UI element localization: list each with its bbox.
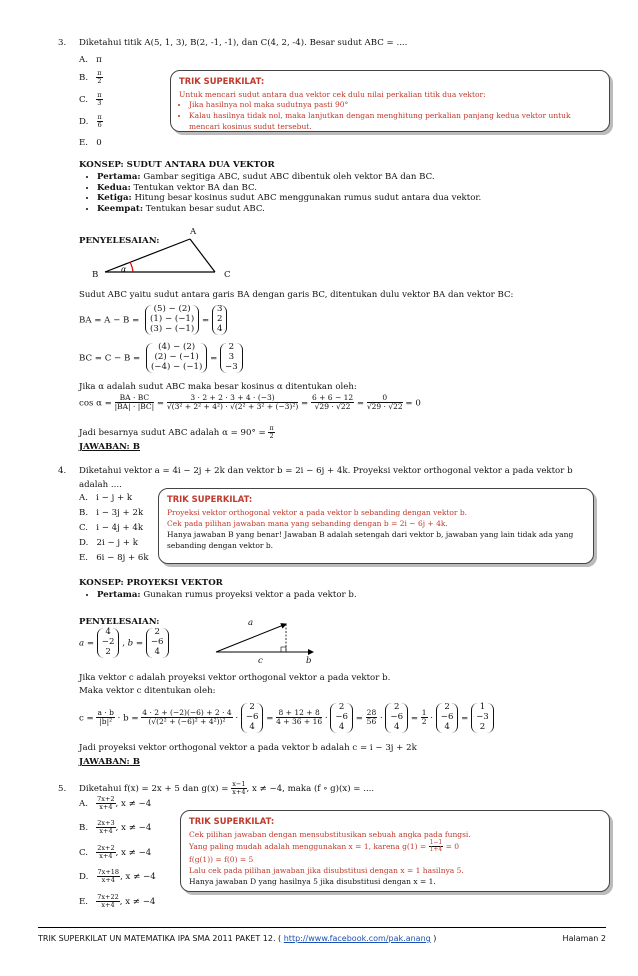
q4-stem-cont: adalah .... [79,480,122,490]
vertex-a-label: A [190,227,197,237]
footer-link[interactable]: http://www.facebook.com/pak.anang [283,934,431,943]
konsep-item: • Keempat: Tentukan besar sudut ABC. [97,204,599,215]
q4-konsep-list [79,590,599,601]
q4-given-vectors: a = 4 −2 2 , b = 2 −6 4 [79,628,169,658]
q3-answer: JAWABAN: B [79,442,140,452]
q3-konsep-list [79,172,599,215]
q5-option-e: E. $\frac{7x+22}{x+4}$ , x ≠ −4 [79,893,156,910]
vertex-c-label: C [224,270,231,280]
page-number: Halaman 2 [562,934,606,943]
q4-answer: JAWABAN: B [79,757,140,767]
q5-tip-line: Yang paling mudah adalah menggunakan x = 1, karena g(1) = $\frac{1-1}{1+4}$ = 0 [189,838,460,854]
q4-option-e: E. 6i − 8j + 6k [79,553,149,563]
projection-diagram [208,620,318,660]
q3-tip-title: TRIK SUPERKILAT: [179,76,265,86]
q4-tip-line: Cek pada pilihan jawaban mana yang sebanding dengan b = 2i − 6j + 4k. [167,518,448,528]
q3-stem: Diketahui titik A(5, 1, 3), B(2, -1, -1), dan C(4, 2, -4). Besar sudut ABC = .... [79,38,408,48]
q3-sol-line3: Jadi besarnya sudut ABC adalah α = 90° = $\frac{\pi}{2}$ [79,424,274,441]
q4-tip-line: Hanya jawaban B yang benar! Jawaban B adalah setengah dari vektor b, jawaban yang lain tidak ada yang sebanding dengan vektor b. [167,530,574,551]
q4-konsep-title: KONSEP: PROYEKSI VEKTOR [79,578,223,588]
q3-number: 3. [58,38,67,48]
q5-tip-line: Cek pilihan jawaban dengan mensubstitusikan sebuah angka pada fungsi. [189,829,471,839]
q3-option-a: A. π [79,55,102,65]
q5-tip-box [180,810,610,892]
q4-number: 4. [58,466,67,476]
q5-option-d: D. $\frac{7x+18}{x+4}$ , x ≠ −4 [79,868,156,885]
footer-title: TRIK SUPERKILAT UN MATEMATIKA IPA SMA 2011 PAKET 12. ( [38,934,282,943]
q3-option-c: C. $\frac{\pi}{3}$ [79,91,102,108]
q4-projection-formula: c = $\frac{a \cdot b}{\text{|b|²}}$ · b = $\frac{4 \cdot 2 + (-2)(-6) + 2 \cdot 4}{\text{(√(2² + (−6)² + 4²))²}}$ · 2 −6 4 = $\frac{8 + 12 + 8}{4 + 36 + 16}$ · 2 −6 4 = $\frac{28}{56}$ · 2 −6 4 = $\frac{1}{2}$ · 2 −6 4 = 1 −3 2 [79,703,494,733]
q4-stem: Diketahui vektor a = 4i − 2j + 2k dan vektor b = 2i − 6j + 4k. Proyeksi vektor orthogonal vektor a pada vektor b [79,466,573,476]
q5-tip-line: Lalu cek pada pilihan jawaban jika disubstitusi dengan x = 1 hasilnya 5. [189,866,464,876]
q3-tip-line: Untuk mencari sudut antara dua vektor cek dulu nilai perkalian titik dua vektor: [179,89,486,99]
konsep-item: • Pertama: Gunakan rumus proyeksi vektor a pada vektor b. [97,590,599,601]
q5-option-b: B. $\frac{2x+3}{x+4}$ , x ≠ −4 [79,819,152,836]
q3-konsep-title: KONSEP: SUDUT ANTARA DUA VEKTOR [79,160,275,170]
q4-sol-line1: Jika vektor c adalah proyeksi vektor orthogonal vektor a pada vektor b. [79,673,391,683]
q4-penyelesaian-title: PENYELESAIAN: [79,617,160,627]
konsep-item: • Pertama: Gambar segitiga ABC, sudut ABC dibentuk oleh vektor BA dan BC. [97,172,599,183]
q5-option-c: C. $\frac{2x+2}{x+4}$ , x ≠ −4 [79,844,152,861]
q3-option-d: D. $\frac{\pi}{6}$ [79,113,102,130]
q3-tip-bullet: • Kalau hasilnya tidak nol, maka lanjutkan dengan menghitung perkalian panjang kedua vektor untuk mencari kosinus sudut tersebut. [189,111,601,133]
q4-option-c: C. i − 4j + 4k [79,523,144,533]
q4-tip-box [158,488,594,564]
q3-vector-ba: BA = A − B = (5) − (2) (1) − (−1) (3) − (−1) = 3 2 4 [79,305,227,335]
q3-tip-bullet: • Jika hasilnya nol maka sudutnya pasti 90° [189,100,601,111]
vector-b-label: b [306,656,312,666]
konsep-item: • Kedua: Tentukan vektor BA dan BC. [97,183,599,194]
q3-penyelesaian-title: PENYELESAIAN: [79,236,160,246]
q3-vector-bc: BC = C − B = (4) − (2) (2) − (−1) (−4) − (−1) = 2 3 −3 [79,343,243,373]
q4-option-b: B. i − 3j + 2k [79,508,144,518]
q5-tip-title: TRIK SUPERKILAT: [189,816,275,826]
alpha-label: α [121,265,127,274]
vertex-b-label: B [92,270,99,280]
q4-option-d: D. 2i − j + k [79,538,138,548]
q3-sol-line2: Jika α adalah sudut ABC maka besar kosinus α ditentukan oleh: [79,382,357,392]
footer-paren: ) [433,934,437,943]
q5-tip-line: Hanya jawaban D yang hasilnya 5 jika disubstitusi dengan x = 1. [189,877,436,887]
q5-tip-line: f(g(1)) = f(0) = 5 [189,854,254,864]
q5-stem: Diketahui f(x) = 2x + 5 dan g(x) = $\frac{x-1}{x+4}$ , x ≠ −4, maka (f ∘ g)(x) = .... [79,780,375,797]
vector-a-label: a [248,618,254,628]
q4-sol-line2: Maka vektor c ditentukan oleh: [79,686,216,696]
page-footer [38,927,606,944]
q4-tip-line: Proyeksi vektor orthogonal vektor a pada vektor b sebanding dengan vektor b. [167,507,468,517]
q3-tip-box [170,70,610,132]
konsep-item: • Ketiga: Hitung besar kosinus sudut ABC menggunakan rumus sudut antara dua vektor. [97,193,599,204]
q4-tip-title: TRIK SUPERKILAT: [167,494,253,504]
q5-option-a: A. $\frac{7x+2}{x+4}$ , x ≠ −4 [79,795,152,812]
q3-option-e: E. 0 [79,138,102,148]
q4-sol-line3: Jadi proyeksi vektor orthogonal vektor a pada vektor b adalah c = i − 3j + 2k [79,743,417,753]
q5-number: 5. [58,784,67,794]
triangle-abc-diagram [85,225,245,285]
q4-option-a: A. i − j + k [79,493,133,503]
q3-sol-line1: Sudut ABC yaitu sudut antara garis BA dengan garis BC, ditentukan dulu vektor BA dan vektor BC: [79,290,514,300]
q3-option-b: B. $\frac{\pi}{2}$ [79,69,102,86]
vector-c-label: c [258,656,263,666]
q3-cos-formula: cos α = $\frac{BA \cdot BC}{|BA| \cdot |BC|}$ = $\frac{3 \cdot 2 + 2 \cdot 3 + 4 \cdot (-3)}{\text{√(3² + 2² + 4²) · √(2² + 3² + (−3)²)}}$ = $\frac{6 + 6 - 12}{√29 \cdot √22}$ = $\frac{0}{√29 \cdot √22}$ = 0 [79,393,421,412]
